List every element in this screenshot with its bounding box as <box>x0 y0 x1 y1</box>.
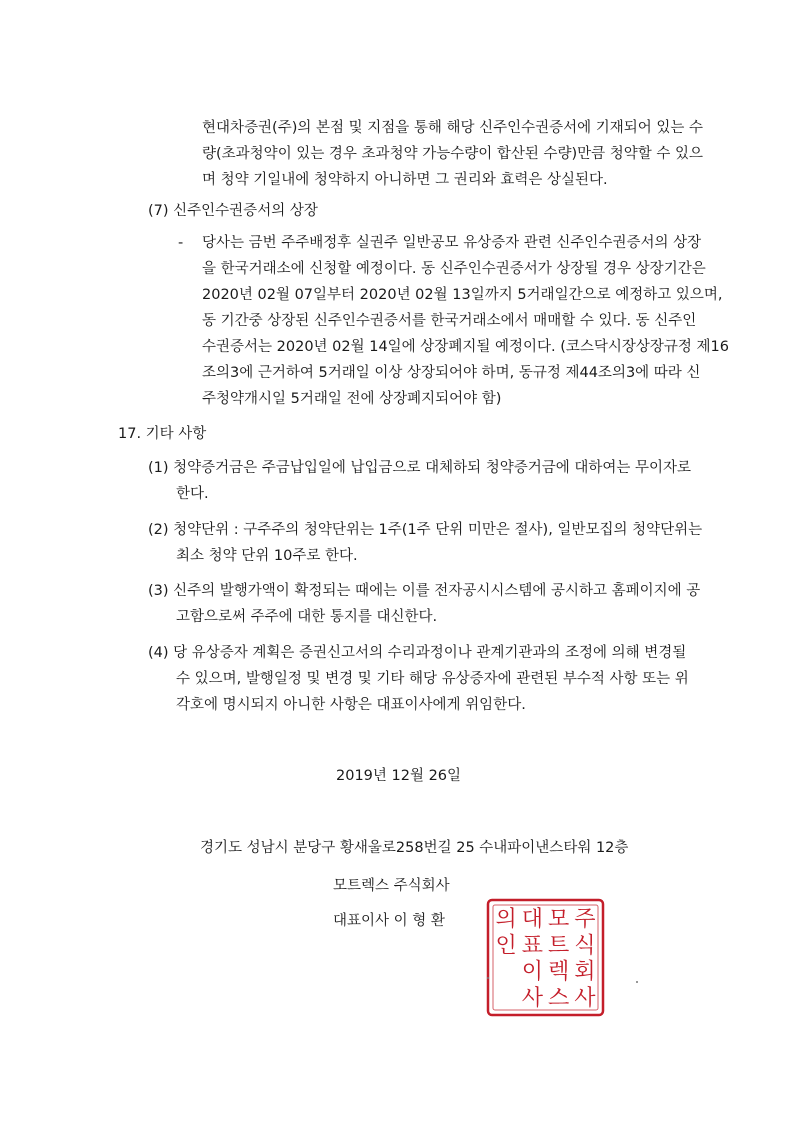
paragraph-line: 을 한국거래소에 신청할 예정이다. 동 신주인수권증서가 상장될 경우 상장기간은 <box>202 261 706 277</box>
seal-glyph: 스 <box>547 985 570 1011</box>
paragraph-line: 주청약개시일 5거래일 전에 상장폐지되어야 함) <box>202 391 502 407</box>
paper-speck <box>636 981 638 983</box>
seal-glyph: 사 <box>574 985 596 1011</box>
seal-glyph: 사 <box>521 985 544 1011</box>
paragraph-line: 조의3에 근거하여 5거래일 이상 상장되어야 하며, 동규정 제44조의3에 따라 신 <box>202 365 701 381</box>
company-address: 경기도 성남시 분당구 황새울로258번길 25 수내파이낸스타워 12층 <box>200 840 629 856</box>
seal-glyph: 이 <box>521 959 544 985</box>
seal-glyph: 식 <box>574 933 596 959</box>
list-item-line: 수 있으며, 발행일정 및 변경 및 기타 해당 유상증자에 관련된 부수적 사항 또는 위 <box>176 671 689 687</box>
seal-glyph: 대 <box>521 907 544 933</box>
seal-glyph: 모 <box>547 907 570 933</box>
company-seal-stamp <box>485 897 606 1018</box>
company-name: 모트렉스 주식회사 <box>333 878 450 894</box>
document-date: 2019년 12월 26일 <box>336 768 462 784</box>
list-item-line: 최소 청약 단위 10주로 한다. <box>176 548 358 564</box>
list-item-line: (1) 청약증거금은 주금납입일에 납입금으로 대체하되 청약증거금에 대하여는 무이자로 <box>148 460 692 476</box>
paragraph-line: 당사는 금번 주주배정후 실권주 일반공모 유상증자 관련 신주인수권증서의 상장 <box>202 235 702 251</box>
seal-glyph: 의 <box>495 907 517 933</box>
list-item-line: (2) 청약단위 : 구주주의 청약단위는 1주(1주 단위 미만은 절사), 일반모집의 청약단위는 <box>148 522 703 538</box>
section-heading: (7) 신주인수권증서의 상장 <box>148 203 318 219</box>
seal-glyph: 트 <box>547 933 570 959</box>
seal-glyph: 주 <box>574 907 596 933</box>
list-item-line: (3) 신주의 발행가액이 확정되는 때에는 이를 전자공시시스템에 공시하고 홈페이지에 공 <box>148 583 701 599</box>
seal-glyph: 표 <box>521 933 544 959</box>
ceo-name: 대표이사 이 형 환 <box>333 913 445 929</box>
list-item-line: 고함으로써 주주에 대한 통지를 대신한다. <box>176 609 438 625</box>
list-item-line: 한다. <box>176 486 209 502</box>
paragraph-line: 수권증서는 2020년 02월 14일에 상장폐지될 예정이다. (코스닥시장상장규정 제16 <box>202 339 729 355</box>
list-item-line: (4) 당 유상증자 계획은 증권신고서의 수리과정이나 관계기관과의 조정에 의해 변경될 <box>148 645 687 661</box>
paragraph-line: 며 청약 기일내에 청약하지 아니하면 그 권리와 효력은 상실된다. <box>202 172 608 188</box>
paragraph-line: 동 기간중 상장된 신주인수권증서를 한국거래소에서 매매할 수 있다. 동 신주인 <box>202 313 697 329</box>
seal-glyph: 인 <box>495 933 517 959</box>
paragraph-line: 현대차증권(주)의 본점 및 지점을 통해 해당 신주인수권증서에 기재되어 있는 수 <box>202 120 704 136</box>
paragraph-line: 2020년 02월 07일부터 2020년 02월 13일까지 5거래일간으로 예정하고 있으며, <box>202 287 723 303</box>
section-heading: 17. 기타 사항 <box>118 426 207 442</box>
seal-glyph: 렉 <box>547 959 570 985</box>
bullet-dash: - <box>178 235 184 251</box>
paragraph-line: 량(초과청약이 있는 경우 초과청약 가능수량이 합산된 수량)만큼 청약할 수 있으 <box>202 146 704 162</box>
paper-speck <box>487 977 489 979</box>
seal-glyph: 회 <box>574 959 596 985</box>
list-item-line: 각호에 명시되지 아니한 사항은 대표이사에게 위임한다. <box>176 697 526 713</box>
